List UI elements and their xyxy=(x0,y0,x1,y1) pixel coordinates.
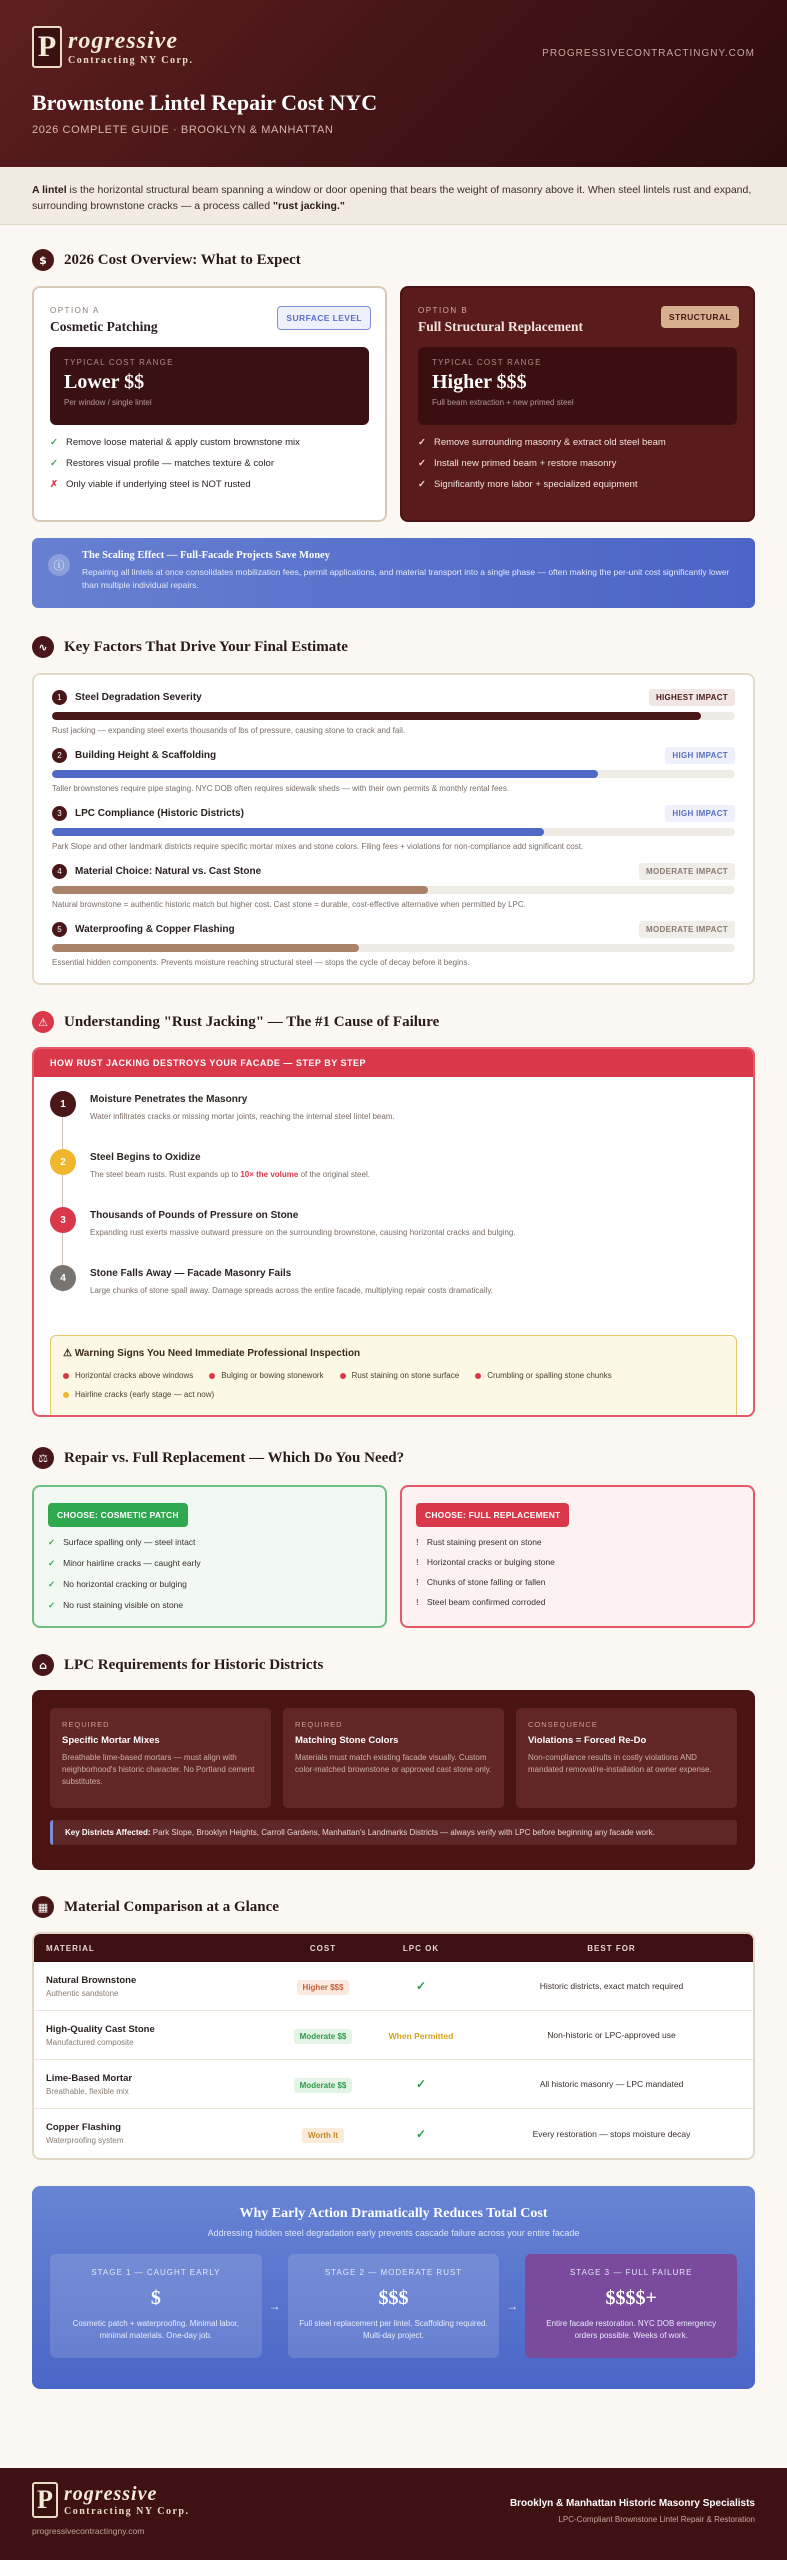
check-icon: ✓ xyxy=(418,479,426,490)
bullet-item xyxy=(50,479,369,490)
factor-number: 1 xyxy=(52,690,67,705)
rust-jacking-section xyxy=(0,1011,787,1417)
check-icon: ✓ xyxy=(418,458,426,469)
material-subtitle: Breathable, flexible mix xyxy=(46,2086,129,2096)
factor-name: Building Height & Scaffolding xyxy=(75,750,217,761)
warning-sign-text: Rust staining on stone surface xyxy=(351,1371,460,1380)
alert-icon: ! xyxy=(416,1537,419,1547)
patch-criteria-list xyxy=(48,1537,371,1611)
intro-emphasis: "rust jacking." xyxy=(273,200,345,212)
footer-tagline: Brooklyn & Manhattan Historic Masonry Specialists xyxy=(509,2498,755,2509)
bullet-dot-icon xyxy=(475,1373,481,1379)
cost-badge: Moderate $$ xyxy=(294,2029,353,2044)
alert-icon: ! xyxy=(416,1577,419,1587)
brand-logo[interactable] xyxy=(32,26,755,68)
page-subtitle: 2026 COMPLETE GUIDE · BROOKLYN & MANHATTAN xyxy=(32,124,334,136)
lpc-cell xyxy=(372,2125,470,2143)
intro-term: A lintel xyxy=(32,184,67,196)
page-title: Brownstone Lintel Repair Cost NYC xyxy=(32,90,378,115)
option-tag: SURFACE LEVEL xyxy=(277,306,371,330)
requirement-kind: REQUIRED xyxy=(295,1720,343,1729)
step-number: 3 xyxy=(50,1207,76,1233)
bricks-icon: ▦ xyxy=(32,1896,54,1918)
early-action-section xyxy=(0,2186,787,2389)
factor-header xyxy=(52,921,735,938)
check-icon: ✓ xyxy=(50,458,58,469)
material-name: Copper Flashing xyxy=(46,2122,121,2133)
landmark-icon: ⌂ xyxy=(32,1654,54,1676)
stage-cost: $$$ xyxy=(378,2287,409,2309)
cost-cell xyxy=(274,2125,372,2143)
price-value: Lower $$ xyxy=(64,371,145,393)
material-name: Lime-Based Mortar xyxy=(46,2072,133,2084)
early-title: Why Early Action Dramatically Reduces Total Cost xyxy=(239,2206,548,2221)
price-box xyxy=(418,347,737,425)
table-row xyxy=(34,2011,753,2060)
criteria-item xyxy=(416,1537,739,1547)
bullet-dot-icon xyxy=(63,1392,69,1398)
step-body xyxy=(90,1149,370,1207)
requirement-title: Specific Mortar Mixes xyxy=(62,1735,160,1746)
best-for-cell: All historic masonry — LPC mandated xyxy=(539,2079,684,2089)
logo-subtitle: Contracting NY Corp. xyxy=(64,2505,190,2517)
warning-sign-text: Hairline cracks (early stage — act now) xyxy=(75,1390,215,1399)
dollar-icon: $ xyxy=(32,249,54,271)
cost-badge: Higher $$$ xyxy=(297,1980,350,1995)
factor-header xyxy=(52,689,735,706)
choose-replacement-badge: CHOOSE: FULL REPLACEMENT xyxy=(416,1503,569,1527)
impact-badge: MODERATE IMPACT xyxy=(639,863,735,880)
factor-name: LPC Compliance (Historic Districts) xyxy=(75,808,244,819)
material-name: High-Quality Cast Stone xyxy=(46,2023,155,2035)
criteria-text: Minor hairline cracks — caught early xyxy=(63,1558,201,1568)
criteria-item xyxy=(48,1579,371,1590)
factor-item xyxy=(52,689,735,735)
step-emphasis: 10× the volume xyxy=(240,1170,299,1179)
price-note: Full beam extraction + new primed steel xyxy=(432,398,574,407)
factor-number: 4 xyxy=(52,864,67,879)
section-title: Key Factors That Drive Your Final Estimate xyxy=(64,638,348,655)
check-icon: ✓ xyxy=(48,1537,56,1547)
step-title: Stone Falls Away — Facade Masonry Fails xyxy=(90,1268,292,1279)
impact-bar-fill xyxy=(52,712,701,720)
section-title: Material Comparison at a Glance xyxy=(64,1898,279,1915)
criteria-text: Horizontal cracks or bulging stone xyxy=(426,1557,555,1567)
material-cell xyxy=(34,2024,274,2047)
step-text: Large chunks of stone spall away. Damage spreads across the entire facade, multiplying repair costs dramatically. xyxy=(90,1286,494,1295)
section-title: LPC Requirements for Historic Districts xyxy=(64,1656,324,1673)
bullet-text: Install new primed beam + restore masonry xyxy=(433,458,617,469)
requirement-title: Matching Stone Colors xyxy=(295,1735,399,1746)
impact-badge: HIGH IMPACT xyxy=(665,747,735,764)
cost-cell xyxy=(274,1977,372,1995)
criteria-text: Surface spalling only — steel intact xyxy=(63,1537,196,1547)
check-icon: ✓ xyxy=(415,2126,427,2141)
impact-bar-fill xyxy=(52,770,598,778)
stage-description: Cosmetic patch + waterproofing. Minimal labor, minimal materials. One-day job. xyxy=(72,2319,240,2340)
material-cell xyxy=(34,1975,274,1998)
material-subtitle: Authentic sandstone xyxy=(46,1988,119,1998)
bullet-text: Restores visual profile — matches texture & color xyxy=(65,458,274,469)
option-tag: STRUCTURAL xyxy=(661,306,739,328)
logo-mark: P xyxy=(32,2482,58,2518)
step-number: 1 xyxy=(50,1091,76,1117)
requirement-text: Breathable lime-based mortars — must align with neighborhood's historic character. No Portland cement substitutes. xyxy=(62,1753,255,1786)
warning-sign-text: Horizontal cracks above windows xyxy=(75,1371,194,1380)
stage-cost: $$$$+ xyxy=(605,2287,657,2309)
warning-sign xyxy=(209,1371,323,1380)
pulse-icon: ∿ xyxy=(32,636,54,658)
factor-number: 5 xyxy=(52,922,67,937)
step-item xyxy=(50,1091,737,1149)
factor-item xyxy=(52,921,735,967)
cost-cell xyxy=(274,2075,372,2093)
lpc-requirement-card xyxy=(283,1708,504,1808)
warning-signs-box xyxy=(50,1335,737,1417)
table-row xyxy=(34,1962,753,2011)
lpc-status: When Permitted xyxy=(388,2031,454,2041)
lpc-cell xyxy=(372,2026,470,2044)
col-header-material: MATERIAL xyxy=(46,1943,95,1953)
factor-name: Steel Degradation Severity xyxy=(75,692,202,703)
price-label: TYPICAL COST RANGE xyxy=(64,358,174,367)
cost-badge: Moderate $$ xyxy=(294,2078,353,2093)
step-number: 2 xyxy=(50,1149,76,1175)
requirement-text: Non-compliance results in costly violations AND mandated removal/re-installation at owner expense. xyxy=(528,1753,712,1774)
warning-signs-list xyxy=(63,1371,724,1399)
districts-note xyxy=(50,1820,737,1845)
factor-item xyxy=(52,805,735,851)
intro-text: is the horizontal structural beam spanning a window or door opening that bears the weight of masonry above it. When steel lintels rust and expand, surrounding brownstone cracks — a process called xyxy=(32,184,752,212)
material-subtitle: Manufactured composite xyxy=(46,2037,134,2047)
section-title: 2026 Cost Overview: What to Expect xyxy=(64,251,301,268)
stage-card xyxy=(525,2254,737,2358)
bullet-item xyxy=(418,437,737,448)
criteria-text: Chunks of stone falling or fallen xyxy=(426,1577,546,1587)
arrow-right-icon: → xyxy=(506,2299,519,2313)
bullet-item xyxy=(418,458,737,469)
check-icon: ✓ xyxy=(415,2077,427,2091)
step-item xyxy=(50,1149,737,1207)
step-text: The steel beam rusts. Rust expands up to 10× the volume of the original steel. xyxy=(90,1170,370,1179)
warning-sign xyxy=(63,1371,193,1380)
col-header-best-for: BEST FOR xyxy=(587,1943,636,1953)
bullet-dot-icon xyxy=(63,1373,69,1379)
criteria-item xyxy=(416,1557,739,1567)
logo-mark: P xyxy=(32,26,62,68)
col-header-lpc: LPC OK xyxy=(402,1943,440,1953)
header-url-link[interactable]: PROGRESSIVECONTRACTINGNY.COM xyxy=(542,48,755,59)
factor-header xyxy=(52,747,735,764)
lpc-cell xyxy=(372,1977,470,1995)
material-cell xyxy=(34,2122,274,2145)
bullet-dot-icon xyxy=(209,1373,215,1379)
cost-badge: Worth It xyxy=(302,2128,344,2143)
bullet-text: Remove loose material & apply custom brownstone mix xyxy=(65,437,300,448)
criteria-text: No horizontal cracking or bulging xyxy=(63,1579,187,1589)
material-name: Natural Brownstone xyxy=(46,1974,137,1986)
option-title: Cosmetic Patching xyxy=(50,319,158,334)
step-title: Steel Begins to Oxidize xyxy=(90,1152,201,1163)
impact-bar-fill xyxy=(52,828,544,836)
material-cell xyxy=(34,2073,274,2096)
lpc-requirement-card xyxy=(516,1708,737,1808)
full-replacement-card xyxy=(400,1485,755,1628)
price-box xyxy=(50,347,369,425)
impact-badge: HIGHEST IMPACT xyxy=(649,689,735,706)
check-icon: ✓ xyxy=(418,437,426,448)
option-label: OPTION B xyxy=(418,306,469,315)
cost-cell xyxy=(274,2026,372,2044)
materials-table xyxy=(32,1932,755,2160)
logo-wordmark: rogressive xyxy=(64,2482,158,2505)
materials-section xyxy=(0,1896,787,2160)
early-action-panel xyxy=(32,2186,755,2389)
step-body xyxy=(90,1207,516,1265)
warning-icon: ⚠ xyxy=(32,1011,54,1033)
arrow-right-icon: → xyxy=(268,2299,281,2313)
table-row xyxy=(34,2060,753,2109)
footer-url-link[interactable]: progressivecontractingny.com xyxy=(32,2526,145,2536)
price-note: Per window / single lintel xyxy=(64,398,152,407)
lpc-requirement-card xyxy=(50,1708,271,1808)
stage-cost: $ xyxy=(150,2287,161,2309)
info-icon: ⓘ xyxy=(48,554,70,576)
bullet-text: Remove surrounding masonry & extract old steel beam xyxy=(433,437,666,448)
factor-name: Waterproofing & Copper Flashing xyxy=(75,924,235,935)
replacement-criteria-list xyxy=(416,1537,739,1607)
compare-icon: ⚖ xyxy=(32,1447,54,1469)
hero-header xyxy=(0,0,787,167)
requirement-kind: REQUIRED xyxy=(62,1720,110,1729)
impact-badge: HIGH IMPACT xyxy=(665,805,735,822)
stage-label: STAGE 3 — FULL FAILURE xyxy=(569,2268,693,2277)
option-label: OPTION A xyxy=(50,306,100,315)
callout-text: Repairing all lintels at once consolidates mobilization fees, permit applications, and material transport into a single phase — often making the per-unit cost significantly lower than multiple individual repairs. xyxy=(82,567,730,590)
lpc-section xyxy=(0,1654,787,1870)
factor-number: 3 xyxy=(52,806,67,821)
stage-label: STAGE 2 — MODERATE RUST xyxy=(324,2268,463,2277)
option-b-card xyxy=(400,286,755,522)
section-title: Repair vs. Full Replacement — Which Do You Need? xyxy=(64,1449,405,1466)
impact-bar xyxy=(52,712,735,720)
factor-item xyxy=(52,863,735,909)
criteria-item xyxy=(416,1597,739,1607)
choose-patch-badge: CHOOSE: COSMETIC PATCH xyxy=(48,1503,188,1527)
step-body xyxy=(90,1091,395,1149)
factor-description: Taller brownstones require pipe staging. NYC DOB often requires sidewalk sheds — with their own permits & monthly rental fees. xyxy=(52,784,510,793)
step-number: 4 xyxy=(50,1265,76,1291)
step-body xyxy=(90,1265,493,1323)
districts-label: Key Districts Affected: xyxy=(65,1828,151,1837)
best-for-cell: Every restoration — stops moisture decay xyxy=(532,2128,691,2139)
impact-bar-fill xyxy=(52,886,428,894)
factors-section xyxy=(0,636,787,985)
callout-title: The Scaling Effect — Full-Facade Projects Save Money xyxy=(82,550,330,561)
requirement-title: Violations = Forced Re-Do xyxy=(528,1735,647,1746)
warning-sign-text: Crumbling or spalling stone chunks xyxy=(487,1371,612,1380)
cosmetic-patch-card xyxy=(32,1485,387,1628)
warning-sign xyxy=(63,1390,214,1399)
criteria-item xyxy=(48,1600,371,1611)
step-text: Expanding rust exerts massive outward pressure on the surrounding brownstone, causing horizontal cracks and bulging. xyxy=(90,1228,516,1237)
bullet-text: Only viable if underlying steel is NOT rusted xyxy=(65,479,251,490)
criteria-text: Steel beam confirmed corroded xyxy=(426,1597,546,1607)
impact-bar xyxy=(52,828,735,836)
alert-icon: ! xyxy=(416,1557,419,1567)
factor-description: Rust jacking — expanding steel exerts thousands of lbs of pressure, causing stone to crack and fail. xyxy=(52,726,406,735)
step-item xyxy=(50,1265,737,1323)
factor-header xyxy=(52,863,735,880)
districts-text: Park Slope, Brooklyn Heights, Carroll Gardens, Manhattan's Landmarks Districts — always verify with LPC before beginning any facade work. xyxy=(150,1828,655,1837)
check-icon: ✓ xyxy=(48,1600,56,1610)
steps-banner: HOW RUST JACKING DESTROYS YOUR FACADE — STEP BY STEP xyxy=(34,1049,753,1077)
bullet-dot-icon xyxy=(340,1373,346,1379)
criteria-text: No rust staining visible on stone xyxy=(63,1600,184,1610)
factor-number: 2 xyxy=(52,748,67,763)
bullet-item xyxy=(50,458,369,469)
requirement-text: Materials must match existing facade visually. Custom color-matched brownstone or approved cast stone only. xyxy=(295,1753,492,1774)
warning-sign xyxy=(340,1371,460,1380)
lpc-panel xyxy=(32,1690,755,1870)
factor-name: Material Choice: Natural vs. Cast Stone xyxy=(75,866,262,877)
option-a-card xyxy=(32,286,387,522)
price-label: TYPICAL COST RANGE xyxy=(432,358,542,367)
x-icon: ✗ xyxy=(50,479,58,490)
check-icon: ✓ xyxy=(415,1979,427,1993)
section-title: Understanding "Rust Jacking" — The #1 Cause of Failure xyxy=(64,1013,440,1030)
logo-subtitle: Contracting NY Corp. xyxy=(68,54,194,66)
stage-card xyxy=(288,2254,500,2358)
rust-jacking-panel xyxy=(32,1047,755,1417)
check-icon: ✓ xyxy=(50,437,58,448)
criteria-item xyxy=(48,1558,371,1569)
criteria-item xyxy=(416,1577,739,1587)
factor-description: Essential hidden components. Prevents moisture reaching structural steel — stops the cycle of decay before it begins. xyxy=(52,958,470,967)
step-item xyxy=(50,1207,737,1265)
best-for-cell: Non-historic or LPC-approved use xyxy=(547,2030,676,2040)
stage-label: STAGE 1 — CAUGHT EARLY xyxy=(91,2268,221,2277)
option-a-bullets xyxy=(50,437,369,490)
requirement-kind: CONSEQUENCE xyxy=(528,1720,598,1729)
cost-overview-section xyxy=(0,249,787,608)
option-title: Full Structural Replacement xyxy=(418,319,583,334)
warning-sign-text: Bulging or bowing stonework xyxy=(221,1371,324,1380)
steps-list xyxy=(34,1077,753,1323)
bullet-text: Significantly more labor + specialized equipment xyxy=(433,479,638,490)
stage-card xyxy=(50,2254,262,2358)
repair-vs-replace-section xyxy=(0,1447,787,1628)
table-row xyxy=(34,2109,753,2158)
stage-description: Entire facade restoration. NYC DOB emergency orders possible. Weeks of work. xyxy=(546,2319,717,2340)
price-value: Higher $$$ xyxy=(432,371,527,393)
impact-badge: MODERATE IMPACT xyxy=(639,921,735,938)
check-icon: ✓ xyxy=(48,1579,56,1589)
lpc-cell xyxy=(372,2075,470,2093)
bullet-item xyxy=(418,479,737,490)
factors-panel xyxy=(32,673,755,985)
alert-icon: ! xyxy=(416,1597,419,1607)
table-header-row xyxy=(34,1934,753,1962)
check-icon: ✓ xyxy=(48,1558,56,1568)
factor-item xyxy=(52,747,735,793)
step-title: Thousands of Pounds of Pressure on Stone xyxy=(90,1210,299,1221)
impact-bar-fill xyxy=(52,944,359,952)
impact-bar xyxy=(52,886,735,894)
scaling-callout xyxy=(32,538,755,608)
warning-sign xyxy=(475,1371,612,1380)
step-title: Moisture Penetrates the Masonry xyxy=(90,1094,248,1105)
option-b-bullets xyxy=(418,437,737,490)
factor-description: Park Slope and other landmark districts require specific mortar mixes and stone colors. Filing fees + violations for non-compliance add significant cost. xyxy=(52,842,584,851)
step-text: Water infiltrates cracks or missing mortar joints, reaching the internal steel lintel beam. xyxy=(90,1112,395,1121)
impact-bar xyxy=(52,770,735,778)
bullet-item xyxy=(50,437,369,448)
criteria-text: Rust staining present on stone xyxy=(426,1537,542,1547)
footer xyxy=(0,2468,787,2560)
col-header-cost: COST xyxy=(309,1943,337,1953)
footer-subtagline: LPC-Compliant Brownstone Lintel Repair & Restoration xyxy=(558,2515,755,2524)
material-subtitle: Waterproofing system xyxy=(46,2136,124,2145)
impact-bar xyxy=(52,944,735,952)
early-subtitle: Addressing hidden steel degradation early prevents cascade failure across your entire facade xyxy=(207,2228,580,2238)
factor-description: Natural brownstone = authentic historic match but higher cost. Cast stone = durable, cost-effective alternative when permitted by LPC. xyxy=(52,900,526,909)
intro-paragraph xyxy=(0,167,787,225)
factor-header xyxy=(52,805,735,822)
logo-wordmark: rogressive xyxy=(68,27,178,54)
criteria-item xyxy=(48,1537,371,1548)
best-for-cell: Historic districts, exact match required xyxy=(539,1981,684,1991)
stage-description: Full steel replacement per lintel. Scaffolding required. Multi-day project. xyxy=(299,2319,488,2340)
warning-title: ⚠ Warning Signs You Need Immediate Professional Inspection xyxy=(63,1348,361,1359)
